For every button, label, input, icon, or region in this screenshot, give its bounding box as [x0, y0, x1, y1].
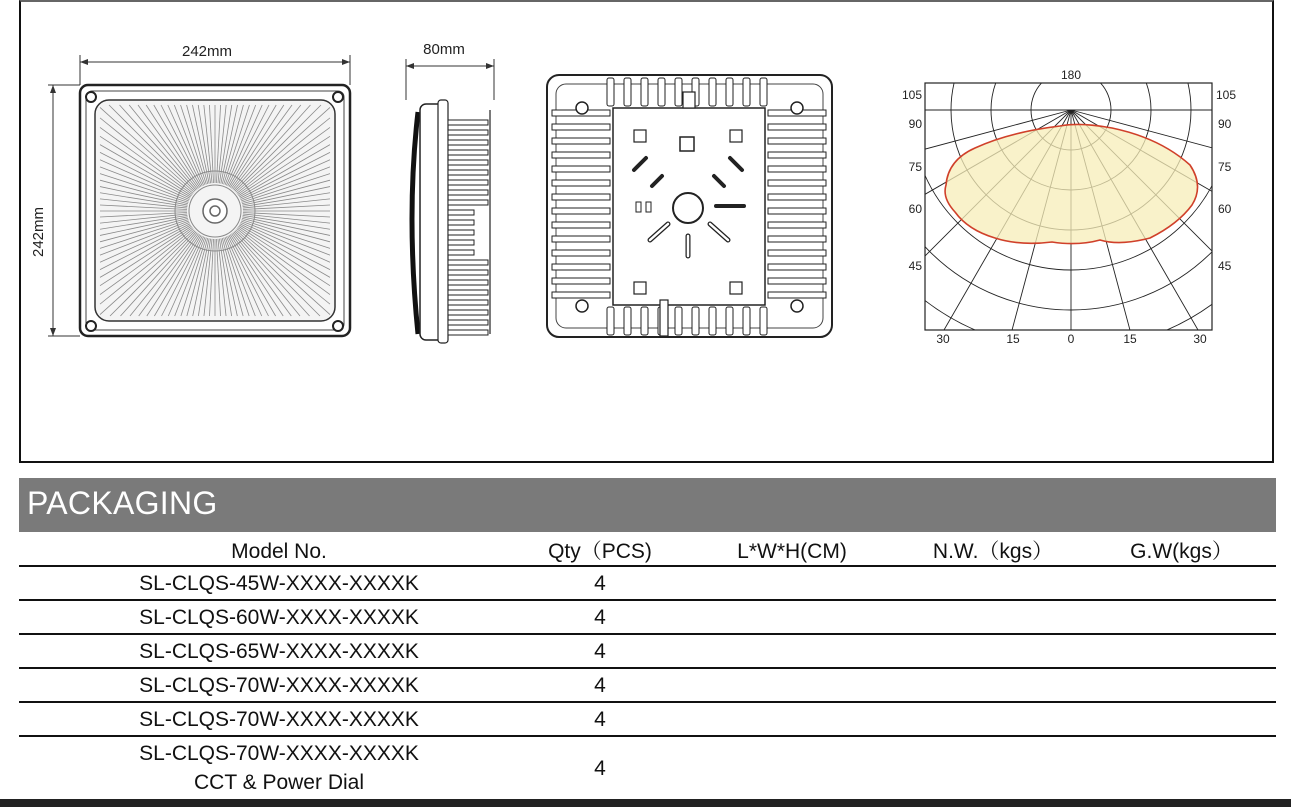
packaging-table	[19, 534, 1276, 799]
lwh-cell	[697, 567, 887, 599]
column-header: G.W(kgs）	[1130, 540, 1233, 563]
side-view	[406, 41, 494, 343]
table-row	[19, 669, 1276, 703]
gw-cell	[1099, 703, 1264, 735]
model-cell: SL-CLQS-60W-XXXX-XXXXK	[139, 605, 419, 629]
column-header: Model No.	[231, 540, 327, 563]
gw-cell	[1099, 669, 1264, 701]
front-height-label: 242mm	[30, 206, 47, 258]
model-cell: SL-CLQS-70W-XXXX-XXXXK	[139, 673, 419, 697]
nw-cell	[887, 737, 1099, 799]
polar-left-label: 75	[908, 160, 922, 174]
nw-cell	[887, 567, 1099, 599]
qty-cell: 4	[594, 756, 606, 780]
qty-cell: 4	[594, 707, 606, 731]
model-name: SL-CLQS-70W-XXXX-XXXXK	[139, 742, 419, 765]
lwh-cell	[697, 703, 887, 735]
packaging-title: PACKAGING	[27, 485, 218, 521]
lwh-cell	[697, 601, 887, 633]
polar-bottom-label: 30	[936, 332, 950, 346]
polar-bottom-label: 30	[1193, 332, 1207, 346]
polar-left-label: 105	[901, 88, 922, 102]
nw-cell	[887, 703, 1099, 735]
packaging-header	[19, 478, 1276, 532]
side-depth-label: 80mm	[423, 41, 465, 58]
gw-cell	[1099, 567, 1264, 599]
model-cell: SL-CLQS-70W-XXXX-XXXXK	[139, 707, 419, 731]
polar-top-label: 180	[1060, 68, 1082, 82]
column-header: L*W*H(CM)	[737, 540, 847, 563]
column-header: N.W.（kgs）	[932, 540, 1054, 563]
model-cell: SL-CLQS-45W-XXXX-XXXXK	[139, 571, 419, 595]
gw-cell	[1099, 601, 1264, 633]
gw-cell	[1099, 737, 1264, 799]
polar-bottom-label: 15	[1123, 332, 1137, 346]
nw-cell	[887, 669, 1099, 701]
bottom-border	[0, 799, 1291, 807]
qty-cell: 4	[594, 673, 606, 697]
polar-bottom-label: 0	[1067, 332, 1075, 346]
nw-cell	[887, 601, 1099, 633]
lwh-cell	[697, 635, 887, 667]
table-row	[19, 567, 1276, 601]
model-cell	[19, 737, 539, 799]
polar-right-label: 60	[1218, 202, 1232, 216]
front-width-label: 242mm	[181, 43, 233, 60]
front-view	[30, 43, 350, 336]
lwh-cell	[697, 669, 887, 701]
qty-cell: 4	[594, 639, 606, 663]
table-row	[19, 703, 1276, 737]
polar-left-label: 60	[908, 202, 922, 216]
polar-left-label: 90	[908, 117, 922, 131]
qty-cell: 4	[594, 605, 606, 629]
lwh-cell	[697, 737, 887, 799]
table-row	[19, 635, 1276, 669]
model-note: CCT & Power Dial	[194, 771, 364, 794]
polar-right-label: 45	[1218, 259, 1232, 273]
table-row	[19, 601, 1276, 635]
qty-cell: 4	[594, 571, 606, 595]
polar-right-label: 75	[1218, 160, 1232, 174]
polar-bottom-label: 15	[1006, 332, 1020, 346]
back-view	[547, 75, 832, 337]
table-row	[19, 737, 1276, 799]
column-header: Qty（PCS)	[548, 540, 652, 563]
polar-right-label: 105	[1216, 88, 1237, 102]
gw-cell	[1099, 635, 1264, 667]
nw-cell	[887, 635, 1099, 667]
table-header-row	[19, 534, 1276, 567]
polar-right-label: 90	[1218, 117, 1232, 131]
polar-left-label: 45	[908, 259, 922, 273]
model-cell: SL-CLQS-65W-XXXX-XXXXK	[139, 639, 419, 663]
